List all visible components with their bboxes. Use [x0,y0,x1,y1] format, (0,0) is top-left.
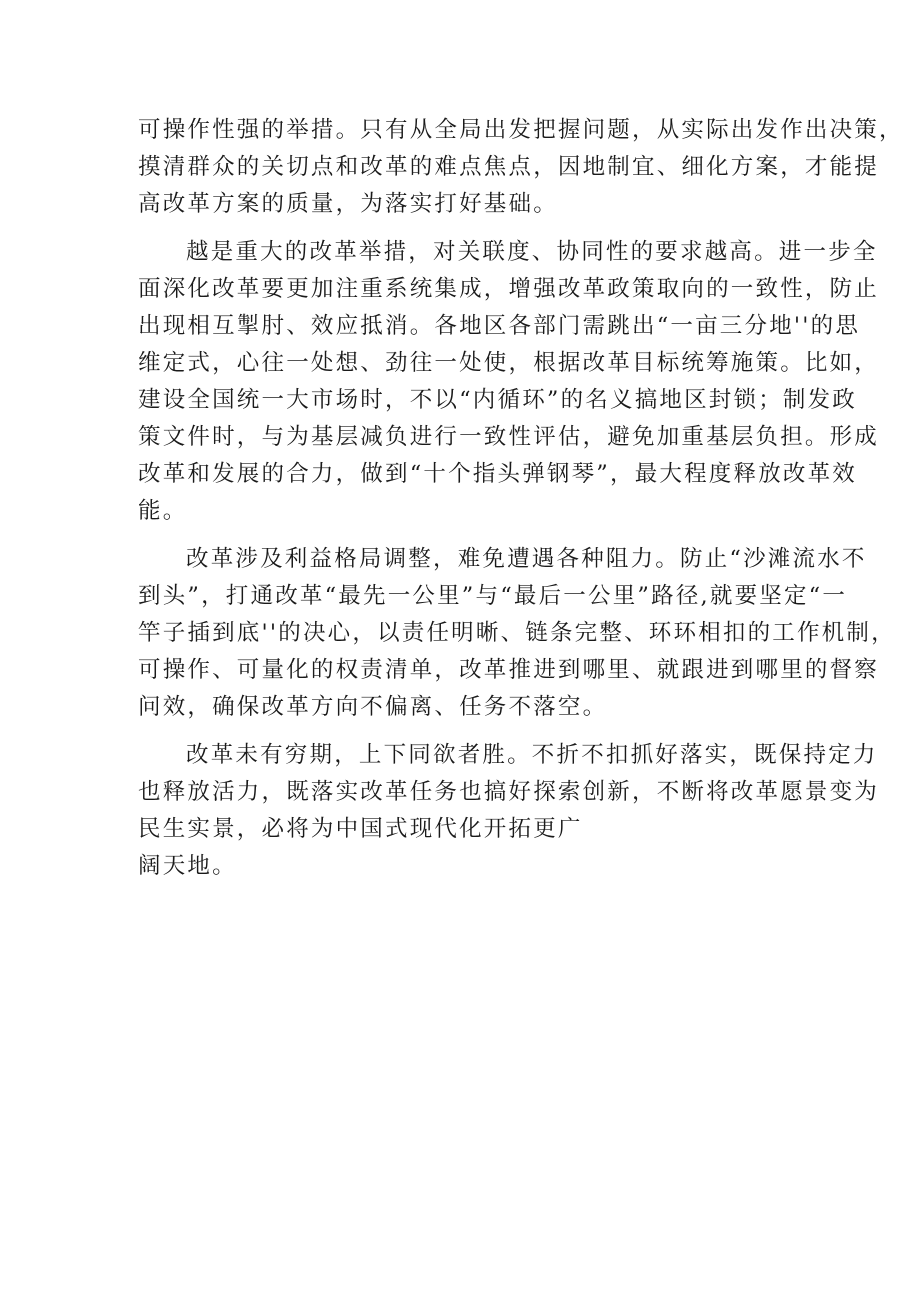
text-line: 到头”，打通改革“最先一公里”与“最后一公里”路径,就要坚定“一 [138,583,848,609]
text-line: 改革未有穷期，上下同欲者胜。不折不扣抓好落实，既保持定力 [186,742,878,768]
text-line: 民生实景，必将为中国式现代化开拓更广 [138,816,583,842]
text-line: 面深化改革要更加注重系统集成，增强改革政策取向的一致性，防止 [138,276,880,302]
paragraph-2 [138,234,880,530]
text-line: 能。 [138,498,188,524]
text-line: 建设全国统一大市场时，不以“内循环”的名义搞地区封锁；制发政 [138,387,858,413]
text-line: 改革和发展的合力，做到“十个指头弹钢琴”，最大程度释放改革效 [138,461,858,487]
text-line: 阔天地。 [138,853,237,879]
text-line: 可操作性强的举措。只有从全局出发把握问题，从实际出发作出决策， [138,117,904,143]
text-line: 竿子插到底''的决心，以责任明晰、链条完整、环环相扣的工作机制， [138,620,896,646]
text-line: 维定式，心往一处想、劲往一处使，根据改革目标统筹施策。比如， [138,350,880,376]
text-line: 出现相互掣肘、效应抵消。各地区各部门需跳出“一亩三分地''的思 [138,313,861,339]
paragraph-3 [138,541,896,726]
paragraph-4 [138,737,880,885]
text-line: 可操作、可量化的权责清单，改革推进到哪里、就跟进到哪里的督察 [138,657,880,683]
text-line: 摸清群众的关切点和改革的难点焦点，因地制宜、细化方案，才能提 [138,154,880,180]
text-line: 也释放活力，既落实改革任务也搞好探索创新，不断将改革愿景变为 [138,779,880,805]
document-body [138,112,904,885]
text-line: 改革涉及利益格局调整，难免遭遇各种阻力。防止“沙滩流水不 [186,546,867,572]
text-line: 策文件时，与为基层减负进行一致性评估，避免加重基层负担。形成 [138,424,880,450]
text-line: 越是重大的改革举措，对关联度、协同性的要求越高。进一步全 [186,239,878,265]
paragraph-1 [138,112,904,223]
text-line: 高改革方案的质量，为落实打好基础。 [138,191,558,217]
text-line: 问效，确保改革方向不偏离、任务不落空。 [138,694,608,720]
